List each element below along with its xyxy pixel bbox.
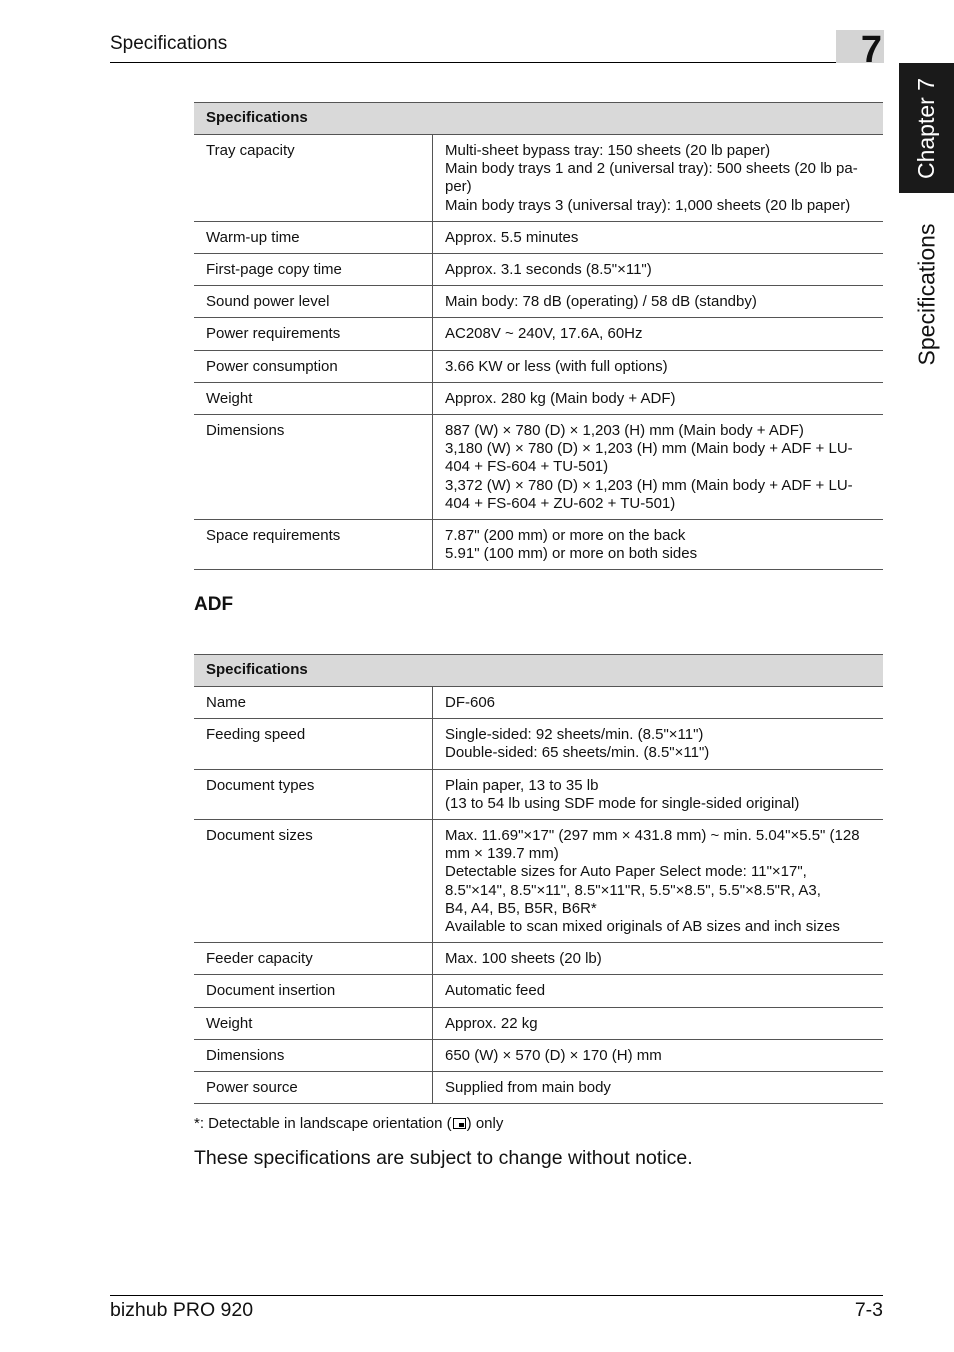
spec-value-line: Available to scan mixed originals of AB sizes and inch sizes xyxy=(445,918,840,936)
side-tab-section-label: Specifications xyxy=(913,223,940,365)
adf-spec-table xyxy=(194,654,883,1104)
footnote xyxy=(194,1115,503,1132)
spec-value xyxy=(433,135,884,222)
spec-value xyxy=(433,687,884,719)
spec-value-line: 5.91" (100 mm) or more on both sides xyxy=(445,545,698,563)
main-spec-table xyxy=(194,102,883,570)
spec-value xyxy=(433,1007,884,1039)
spec-value-line: Multi-sheet bypass tray: 150 sheets (20 lb paper) xyxy=(445,142,771,159)
spec-value-line: Automatic feed xyxy=(445,982,546,1000)
spec-value-line: (13 to 54 lb using SDF mode for single-sided original) xyxy=(445,794,800,812)
chapter-number-box: 7 xyxy=(836,30,884,63)
table-row xyxy=(194,254,883,286)
table-row xyxy=(194,1007,883,1039)
side-tab-chapter-label: Chapter 7 xyxy=(913,77,940,179)
spec-value-line: 887 (W) × 780 (D) × 1,203 (H) mm (Main body + ADF) xyxy=(445,422,804,440)
table-row xyxy=(194,820,883,943)
spec-value-line: Supplied from main body xyxy=(445,1079,611,1097)
spec-value-line: Main body trays 3 (universal tray): 1,000 sheets (20 lb paper) xyxy=(445,196,851,214)
spec-label: Dimensions xyxy=(194,415,433,520)
table-row xyxy=(194,943,883,975)
header-rule xyxy=(110,62,883,63)
spec-value-line: 404 + FS-604 + ZU-602 + TU-501) xyxy=(445,494,676,512)
spec-value-line: Approx. 3.1 seconds (8.5"×11") xyxy=(445,261,652,279)
footnote-text-before: *: Detectable in landscape orientation ( xyxy=(194,1115,452,1132)
spec-label: Feeder capacity xyxy=(194,943,433,975)
spec-value-line: DF-606 xyxy=(445,694,496,711)
spec-value xyxy=(433,221,884,253)
spec-value-line: Approx. 280 kg (Main body + ADF) xyxy=(445,389,676,407)
spec-label: Feeding speed xyxy=(194,719,433,769)
spec-value xyxy=(433,943,884,975)
spec-value-line: Main body trays 1 and 2 (universal tray): 500 sheets (20 lb pa- xyxy=(445,160,858,178)
spec-value-line: Main body: 78 dB (operating) / 58 dB (standby) xyxy=(445,293,757,311)
spec-label: Name xyxy=(194,687,433,719)
table-row xyxy=(194,687,883,719)
spec-value-line: 404 + FS-604 + TU-501) xyxy=(445,458,609,476)
spec-value-line: 8.5"×14", 8.5"×11", 8.5"×11"R, 5.5"×8.5", 5.5"×8.5"R, A3, xyxy=(445,881,821,899)
spec-label: Warm-up time xyxy=(194,221,433,253)
spec-value xyxy=(433,1072,884,1104)
spec-value xyxy=(433,820,884,943)
spec-label: Power requirements xyxy=(194,318,433,350)
spec-value xyxy=(433,318,884,350)
table-row xyxy=(194,286,883,318)
table-row xyxy=(194,520,883,570)
spec-value-line: Approx. 22 kg xyxy=(445,1014,538,1032)
spec-label: Sound power level xyxy=(194,286,433,318)
spec-value-line: 3,180 (W) × 780 (D) × 1,203 (H) mm (Main body + ADF + LU- xyxy=(445,440,853,458)
spec-value xyxy=(433,1039,884,1071)
spec-value xyxy=(433,415,884,520)
table-row xyxy=(194,975,883,1007)
table-row xyxy=(194,719,883,769)
spec-label: First-page copy time xyxy=(194,254,433,286)
spec-label: Document sizes xyxy=(194,820,433,943)
table-row xyxy=(194,318,883,350)
spec-label: Document types xyxy=(194,769,433,819)
spec-value-line: Max. 11.69"×17" (297 mm × 431.8 mm) ~ min. 5.04"×5.5" (128 xyxy=(445,827,860,845)
spec-value xyxy=(433,975,884,1007)
spec-value-line: AC208V ~ 240V, 17.6A, 60Hz xyxy=(445,325,643,343)
table-row xyxy=(194,1072,883,1104)
spec-value-line: 7.87" (200 mm) or more on the back xyxy=(445,527,686,545)
spec-label: Document insertion xyxy=(194,975,433,1007)
table-row xyxy=(194,221,883,253)
spec-label: Tray capacity xyxy=(194,135,433,222)
footer-rule xyxy=(110,1295,883,1296)
spec-value-line: 650 (W) × 570 (D) × 170 (H) mm xyxy=(445,1046,662,1064)
spec-value-line: 3,372 (W) × 780 (D) × 1,203 (H) mm (Main body + ADF + LU- xyxy=(445,476,853,494)
spec-value xyxy=(433,286,884,318)
spec-value xyxy=(433,254,884,286)
spec-value xyxy=(433,350,884,382)
spec-label: Power consumption xyxy=(194,350,433,382)
table-row xyxy=(194,415,883,520)
table-row xyxy=(194,769,883,819)
table-row xyxy=(194,135,883,222)
footer-product-name: bizhub PRO 920 xyxy=(110,1299,254,1321)
spec-value-line: Max. 100 sheets (20 lb) xyxy=(445,950,602,968)
table-row xyxy=(194,382,883,414)
spec-value-line: Approx. 5.5 minutes xyxy=(445,228,579,246)
table-header-row xyxy=(194,655,883,687)
side-tab-section[interactable] xyxy=(899,194,954,394)
change-notice: These specifications are subject to change without notice. xyxy=(194,1147,693,1169)
spec-label: Weight xyxy=(194,1007,433,1039)
adf-heading: ADF xyxy=(194,594,234,615)
spec-value-line: Single-sided: 92 sheets/min. (8.5"×11") xyxy=(445,726,704,744)
spec-value xyxy=(433,769,884,819)
footnote-text-after: ) only xyxy=(466,1115,504,1132)
spec-label: Dimensions xyxy=(194,1039,433,1071)
spec-value xyxy=(433,719,884,769)
spec-value-line: B4, A4, B5, B5R, B6R* xyxy=(445,899,597,917)
table-header-cell: Specifications xyxy=(194,655,883,687)
spec-label: Space requirements xyxy=(194,520,433,570)
spec-value-line: Double-sided: 65 sheets/min. (8.5"×11") xyxy=(445,744,710,762)
header-title: Specifications xyxy=(110,33,228,54)
spec-value-line: per) xyxy=(445,178,472,196)
spec-label: Power source xyxy=(194,1072,433,1104)
table-row xyxy=(194,1039,883,1071)
table-header-cell: Specifications xyxy=(194,103,883,135)
spec-value-line: Plain paper, 13 to 35 lb xyxy=(445,776,599,794)
side-tab-chapter[interactable] xyxy=(899,63,954,193)
spec-label: Weight xyxy=(194,382,433,414)
spec-value-line: 3.66 KW or less (with full options) xyxy=(445,357,668,375)
spec-value xyxy=(433,520,884,570)
table-header-row xyxy=(194,103,883,135)
landscape-orientation-icon xyxy=(453,1118,466,1129)
spec-value-line: Detectable sizes for Auto Paper Select mode: 11"×17", xyxy=(445,863,807,881)
footer-page-number: 7-3 xyxy=(854,1299,883,1321)
spec-value xyxy=(433,382,884,414)
spec-value-line: mm × 139.7 mm) xyxy=(445,845,559,863)
table-row xyxy=(194,350,883,382)
